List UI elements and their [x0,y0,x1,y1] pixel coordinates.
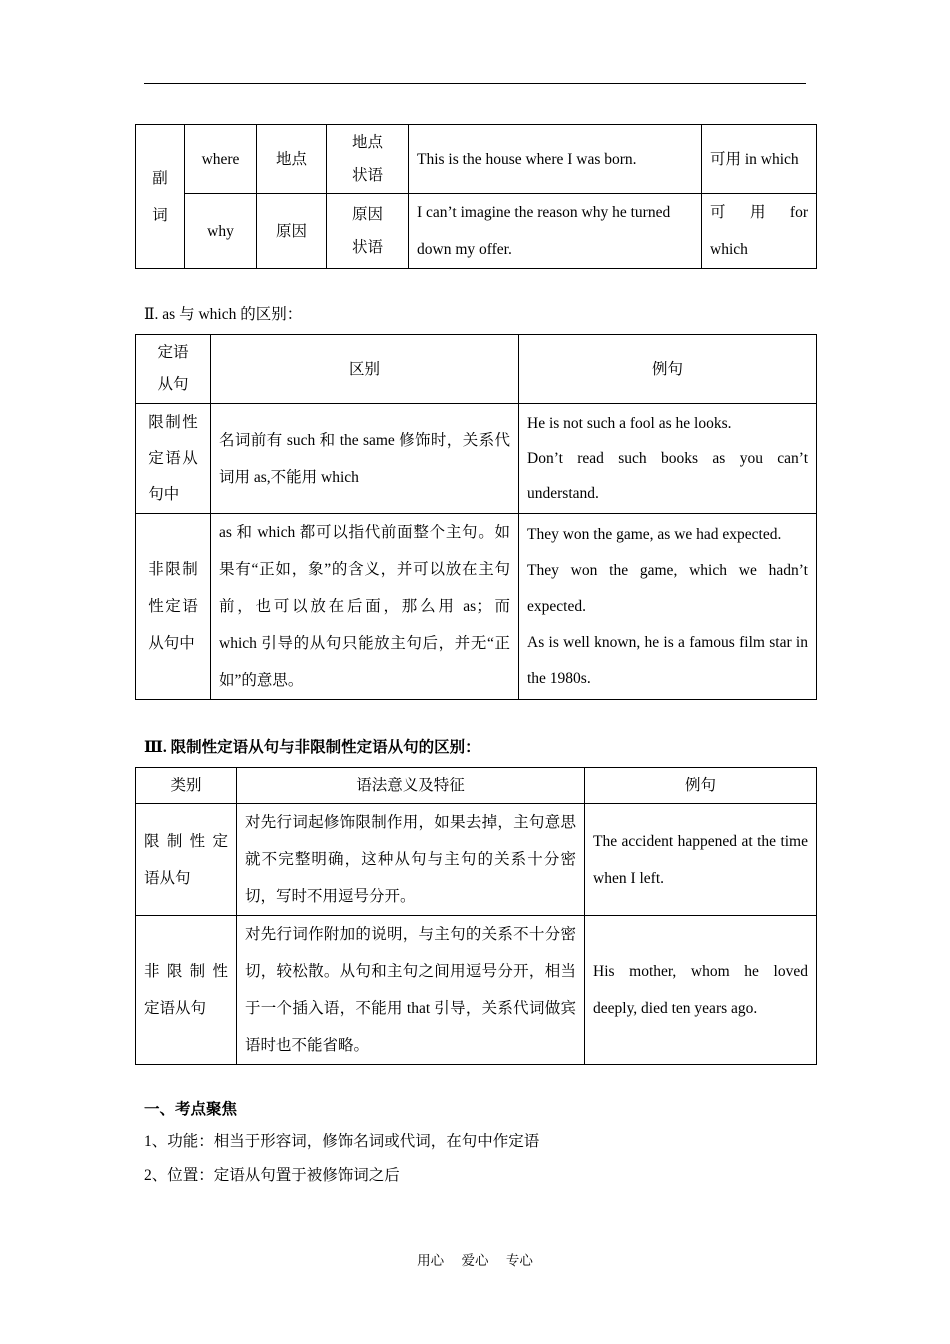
examples-cell [519,514,817,700]
header-cell: 语法意义及特征 [237,768,585,804]
example-cell: His mother, whom he loved deeply, died ten years ago. [585,916,817,1065]
category-label: 副词 [152,169,168,224]
example-cell: This is the house where I was born. [409,125,702,194]
as-which-table [135,334,817,700]
section-2-title: Ⅱ. as 与 which 的区别： [144,306,303,323]
restrictive-table [135,767,817,1065]
type-line-1: 非限制性 [144,963,228,980]
note-line-2: which [710,241,748,258]
category-cell [136,125,185,269]
example-cell: The accident happened at the time when I left. [585,804,817,916]
footer-word: 爱心 [461,1253,489,1268]
footer-word: 用心 [417,1253,445,1268]
focus-item: 2、位置：定语从句置于被修饰词之后 [144,1167,400,1184]
section-3-title: Ⅲ. 限制性定语从句与非限制性定语从句的区别： [144,739,481,756]
type-text: 限制性定语从句中 [148,413,198,503]
header-cell: 类别 [136,768,237,804]
header-cell: 例句 [585,768,817,804]
example-line: They won the game, which we hadn’t expected. [527,561,808,615]
example-line: He is not such a fool as he looks. [527,415,732,432]
focus-item: 1、功能：相当于形容词，修饰名词或代词，在句中作定语 [144,1133,540,1150]
type-cell [136,916,237,1065]
example-cell: I can’t imagine the reason why he turned down my offer. [409,194,702,269]
meaning-cell: 原因 [257,194,327,269]
role-text: 原因状语 [351,206,383,256]
example-line: As is well known, he is a famous film star in the 1980s. [527,633,808,687]
header-text: 定语从句 [157,344,189,393]
header-cell: 例句 [519,335,817,404]
header-cell [136,335,211,404]
word-cell: where [185,125,257,194]
focus-heading: 一、考点聚焦 [144,1101,238,1118]
type-cell [136,804,237,916]
type-cell [136,404,211,514]
diff-cell: as 和 which 都可以指代前面整个主句。如果有“正如，象”的含义，并可以放在主句前，也可以放在后面，那么用 as；而 which 引导的从句只能放主句后，并无“正如”的意思。 [211,514,519,700]
header-rule [144,83,806,84]
examples-cell [519,404,817,514]
example-line: They won the game, as we had expected. [527,525,782,543]
header-cell: 区别 [211,335,519,404]
type-text: 非限制性定语从句中 [148,561,198,652]
type-cell [136,514,211,700]
adverb-table [135,124,817,269]
desc-cell: 对先行词起修饰限制作用，如果去掉，主句意思就不完整明确，这种从句与主句的关系十分密切，写时不用逗号分开。 [237,804,585,916]
note-cell: 可用 in which [702,125,817,194]
desc-cell: 对先行词作附加的说明，与主句的关系不十分密切，较松散。从句和主句之间用逗号分开，相当于一个插入语，不能用 that 引导，关系代词做宾语时也不能省略。 [237,916,585,1065]
meaning-cell: 地点 [257,125,327,194]
role-cell [327,194,409,269]
word-cell: why [185,194,257,269]
note-line-1: 可 用 for [710,204,808,221]
footer-word: 专心 [505,1253,533,1268]
role-text: 地点状语 [351,134,383,184]
example-line: Don’t read such books as you can’t understand. [527,450,808,502]
role-cell [327,125,409,194]
type-line-2: 语从句 [144,869,191,887]
note-cell [702,194,817,269]
page-footer [0,1249,950,1269]
type-line-1: 限制性定 [144,832,228,850]
type-line-2: 定语从句 [144,1000,207,1017]
diff-cell: 名词前有 such 和 the same 修饰时，关系代词用 as,不能用 which [211,404,519,514]
